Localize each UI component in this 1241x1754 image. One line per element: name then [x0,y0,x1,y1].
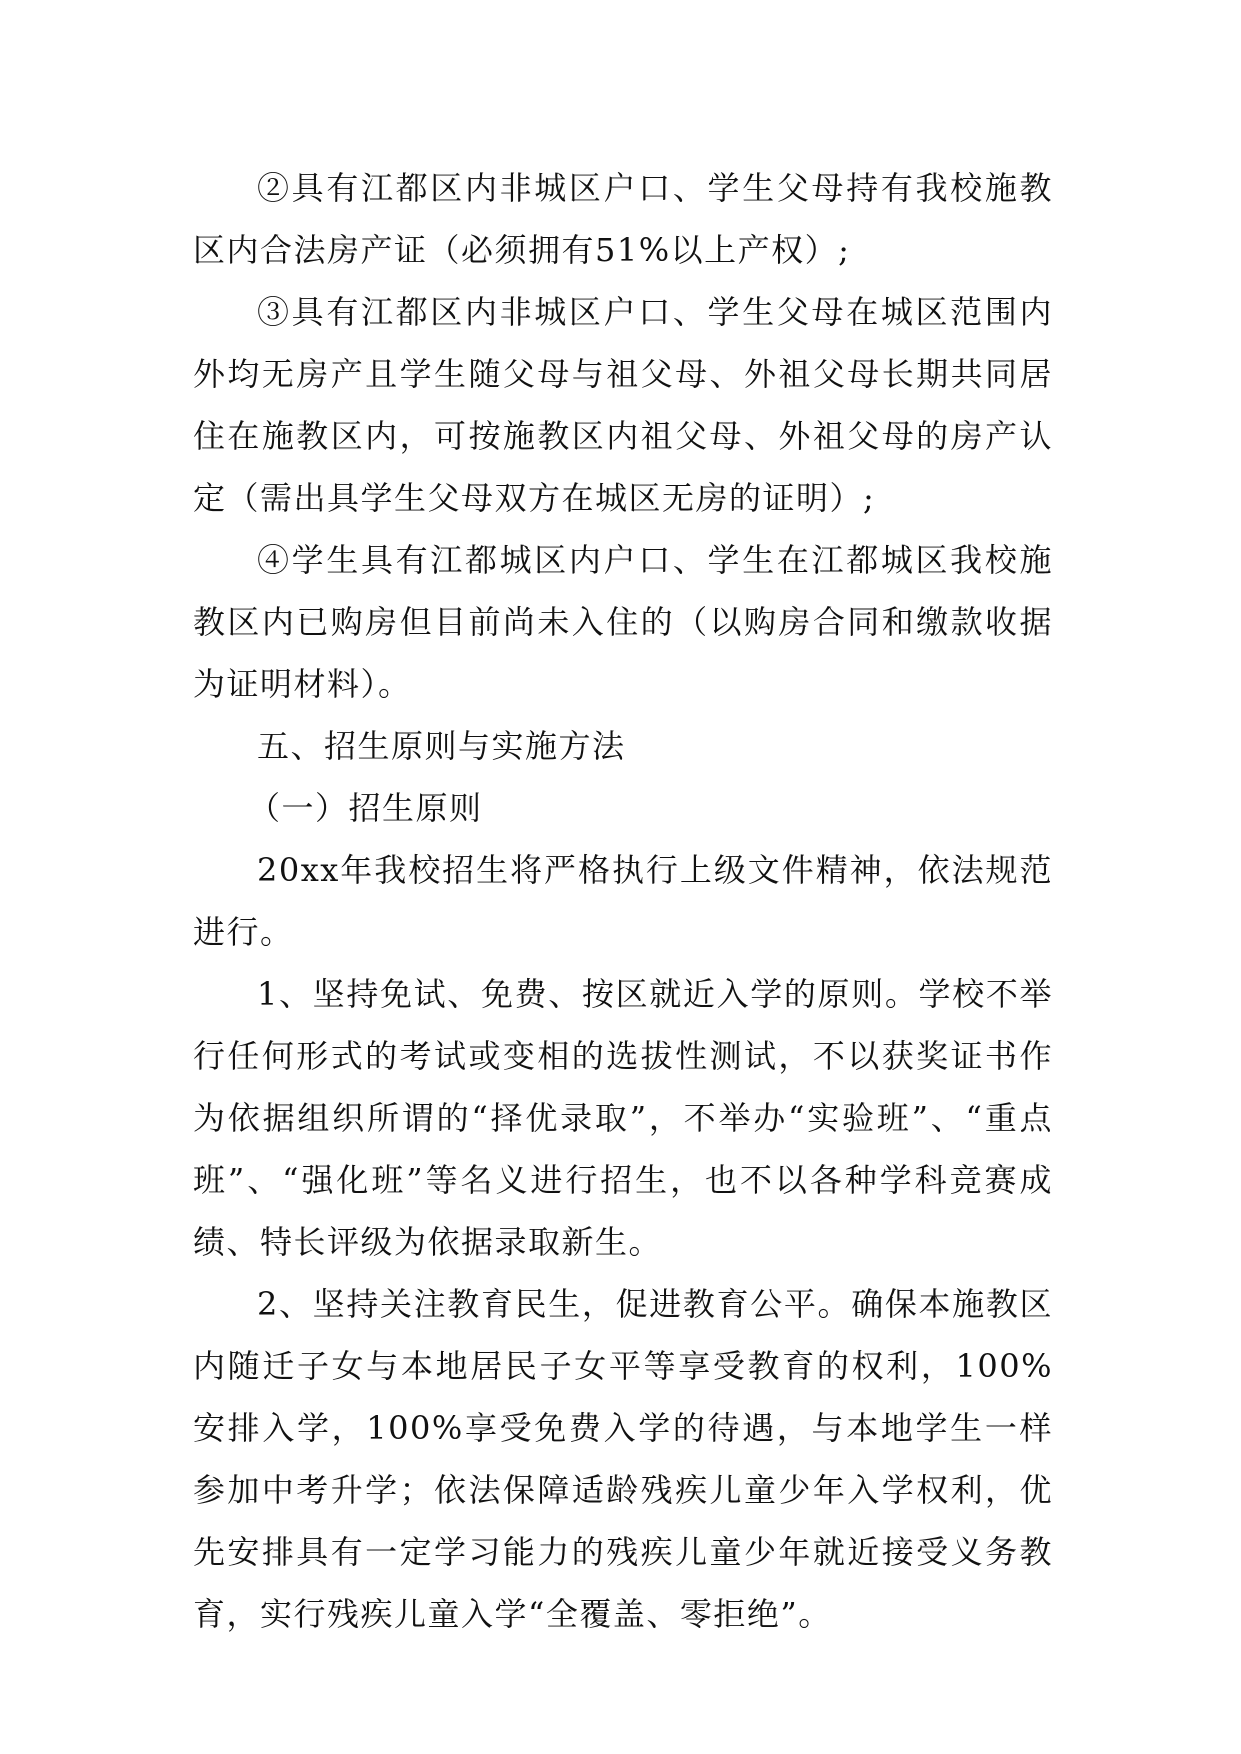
principle-1-paragraph: 1、坚持免试、免费、按区就近入学的原则。学校不举行任何形式的考试或变相的选拔性测试，不以获奖证书作为依据组织所谓的“择优录取”，不举办“实验班”、“重点班”、“强化班”等名义进行招生，也不以各种学科竞赛成绩、特长评级为依据录取新生。 [193,975,1053,1261]
intro-paragraph: 20xx年我校招生将严格执行上级文件精神，依法规范进行。 [193,851,1053,951]
subsection-heading: （一）招生原则 [248,789,483,827]
paragraph-item-4: ④学生具有江都城区内户口、学生在江都城区我校施教区内已购房但目前尚未入住的（以购房合同和缴款收据为证明材料）。 [193,541,1053,703]
section-heading: 五、招生原则与实施方法 [257,727,626,765]
paragraph-item-2: ②具有江都区内非城区户口、学生父母持有我校施教区内合法房产证（必须拥有51%以上产权）; [193,169,1053,269]
document-body [193,157,1053,1645]
principle-2-paragraph: 2、坚持关注教育民生，促进教育公平。确保本施教区内随迁子女与本地居民子女平等享受教育的权利，100%安排入学，100%享受免费入学的待遇，与本地学生一样参加中考升学；依法保障适龄残疾儿童少年入学权利，优先安排具有一定学习能力的残疾儿童少年就近接受义务教育，实行残疾儿童入学“全覆盖、零拒绝”。 [193,1285,1053,1633]
paragraph-item-3: ③具有江都区内非城区户口、学生父母在城区范围内外均无房产且学生随父母与祖父母、外祖父母长期共同居住在施教区内，可按施教区内祖父母、外祖父母的房产认定（需出具学生父母双方在城区无房的证明）; [193,293,1053,517]
